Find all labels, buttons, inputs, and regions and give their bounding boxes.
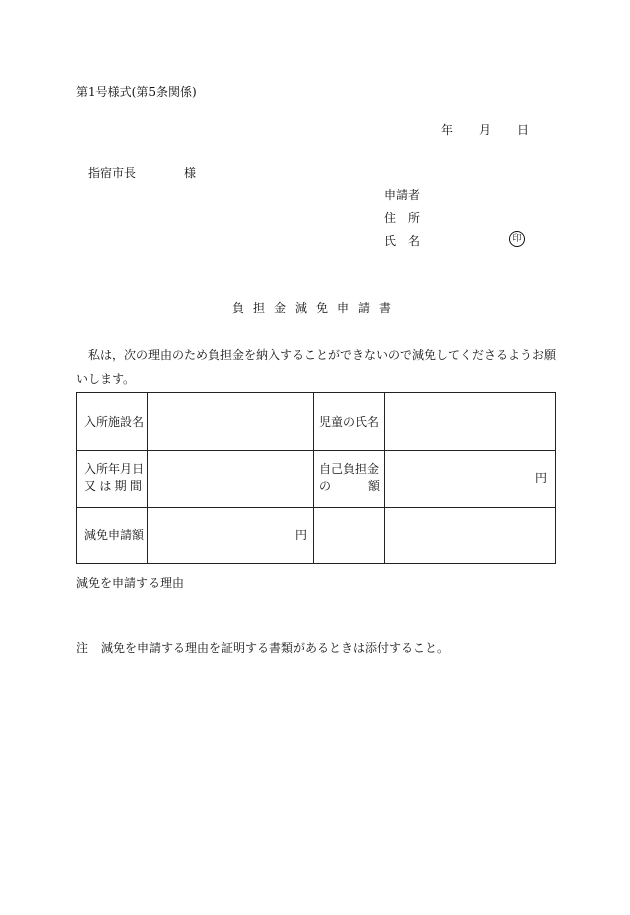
- addressee: [88, 166, 197, 181]
- table-divider: [77, 507, 555, 508]
- applicant-address-label: 住 所: [384, 211, 421, 225]
- admission-period-line2: 又 は 期 間: [84, 479, 142, 493]
- note: [76, 641, 450, 656]
- table-divider: [313, 393, 314, 563]
- request-statement: 私は，次の理由のため負担金を納入することができないので減免してくださるようお願いします。: [76, 348, 557, 386]
- form-number: 第1号様式(第5条関係): [76, 85, 197, 99]
- own-burden-label-line2: の 額: [319, 479, 380, 493]
- own-burden-label: [319, 461, 380, 495]
- table-divider: [147, 393, 148, 563]
- date-day-label: 日: [517, 123, 530, 137]
- admission-period-line1: 入 所 年 月 日: [84, 462, 145, 476]
- reduction-amount-label: 減免申請額: [84, 528, 145, 542]
- date-month-label: 月: [479, 123, 492, 137]
- applicant-name-label: 氏 名: [384, 234, 421, 248]
- note-text: 減免を申請する理由を証明する書類があるときは添付すること。: [101, 641, 450, 655]
- application-table: [76, 392, 556, 564]
- table-divider: [384, 393, 385, 563]
- seal-icon: 印: [509, 231, 525, 247]
- own-burden-unit: 円: [534, 471, 547, 485]
- date-line: [441, 123, 533, 139]
- child-name-label: 児童の氏名: [319, 415, 380, 429]
- applicant-title: 申請者: [384, 188, 421, 202]
- note-prefix: 注: [76, 641, 89, 655]
- reason-label: 減免を申請する理由: [76, 576, 185, 590]
- applicant-block: [384, 188, 534, 258]
- addressee-suffix: 様: [184, 166, 197, 180]
- own-burden-label-line1: 自己負担金: [319, 462, 380, 476]
- reduction-amount-unit: 円: [295, 528, 308, 542]
- facility-name-label: 入所施設名: [84, 415, 145, 429]
- document-title: 負担金減免申請書: [231, 301, 400, 315]
- table-divider: [77, 450, 555, 451]
- admission-period-label: [84, 461, 145, 495]
- date-year-label: 年: [441, 123, 454, 137]
- addressee-name: 指宿市長: [88, 166, 137, 180]
